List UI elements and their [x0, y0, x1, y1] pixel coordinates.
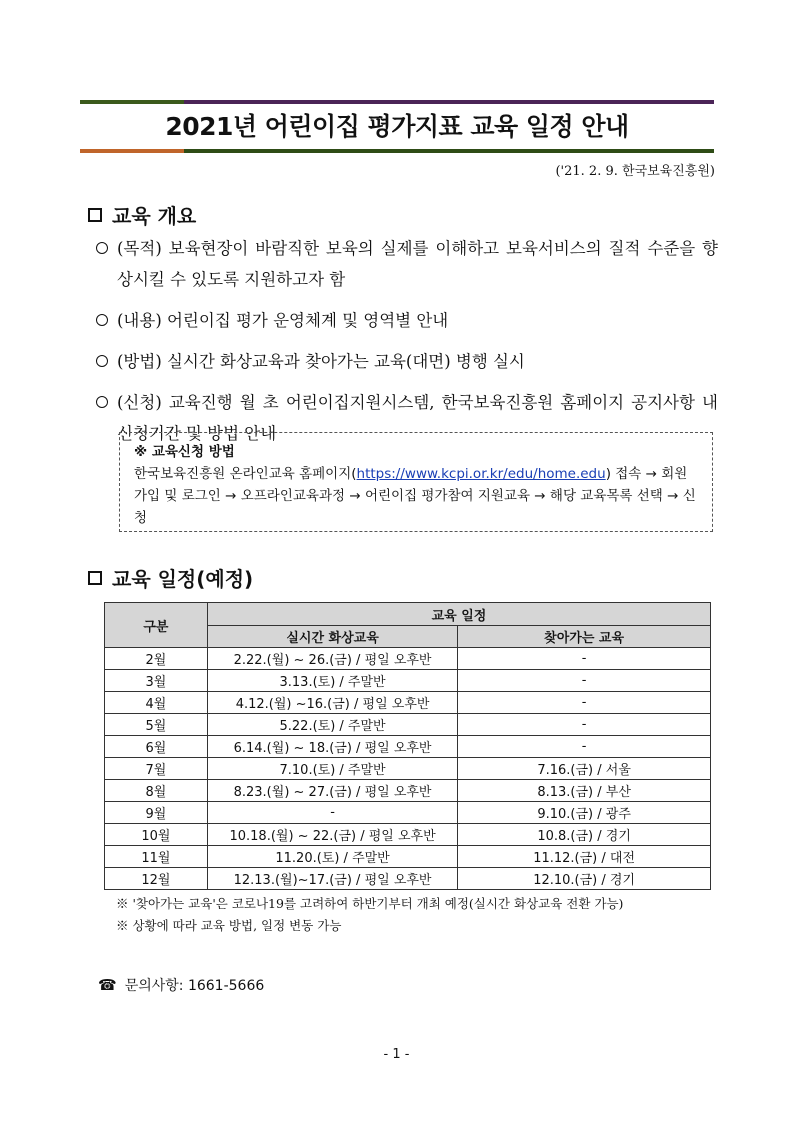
contact-info	[98, 975, 264, 995]
cell-live-education: 5.22.(토) / 주말반	[207, 714, 457, 736]
cell-visit-education: -	[458, 714, 711, 736]
header-schedule-group: 교육 일정	[207, 603, 710, 626]
title-rule-main	[184, 100, 714, 104]
contact-text: 문의사항: 1661-5666	[124, 978, 265, 994]
table-row	[105, 802, 711, 824]
table-row	[105, 736, 711, 758]
cell-live-education: 12.13.(월)~17.(금) / 평일 오후반	[207, 868, 457, 890]
cell-visit-education: -	[458, 736, 711, 758]
section-heading-text: 교육 일정(예정)	[112, 567, 254, 591]
list-item	[96, 346, 718, 377]
list-item-text: (목적) 보육현장이 바람직한 보육의 실제를 이해하고 보육서비스의 질적 수준을 향상시킬 수 있도록 지원하고자 함	[117, 239, 718, 289]
header-visit-education: 찾아가는 교육	[458, 626, 711, 648]
list-item-text: (신청) 교육진행 월 초 어린이집지원시스템, 한국보육진흥원 홈페이지 공지사항 내 신청기간 및 방법 안내	[117, 393, 718, 443]
table-row	[105, 692, 711, 714]
table-body	[105, 648, 711, 890]
cell-live-education: 6.14.(월) ~ 18.(금) / 평일 오후반	[207, 736, 457, 758]
cell-visit-education: 8.13.(금) / 부산	[458, 780, 711, 802]
table-row	[105, 714, 711, 736]
note-title: ※ 교육신청 방법	[134, 444, 235, 460]
cell-month: 4월	[105, 692, 208, 714]
cell-live-education: 4.12.(월) ~16.(금) / 평일 오후반	[207, 692, 457, 714]
list-item-text: (내용) 어린이집 평가 운영체계 및 영역별 안내	[117, 311, 449, 330]
title-rule-accent	[80, 100, 184, 104]
title-top-rule	[80, 100, 714, 104]
overview-list	[96, 233, 718, 459]
header-live-education: 실시간 화상교육	[207, 626, 457, 648]
cell-month: 10월	[105, 824, 208, 846]
cell-month: 12월	[105, 868, 208, 890]
cell-month: 11월	[105, 846, 208, 868]
cell-month: 7월	[105, 758, 208, 780]
table-header-row	[105, 603, 711, 626]
cell-visit-education: 11.12.(금) / 대전	[458, 846, 711, 868]
table-row	[105, 868, 711, 890]
section-heading-text: 교육 개요	[112, 204, 197, 228]
list-item	[96, 305, 718, 336]
cell-live-education: -	[207, 802, 457, 824]
cell-live-education: 11.20.(토) / 주말반	[207, 846, 457, 868]
note-text-suffix: ) 접속 → 회원가입 및 로그인 → 오프라인교육과정 → 어린이집 평가참여 지원교육 → 해당 교육목록 선택 → 신청	[134, 466, 696, 526]
title-rule-main	[184, 149, 714, 153]
table-row	[105, 824, 711, 846]
circle-bullet-icon	[96, 355, 108, 367]
cell-live-education: 8.23.(월) ~ 27.(금) / 평일 오후반	[207, 780, 457, 802]
note-body	[134, 463, 698, 529]
circle-bullet-icon	[96, 242, 108, 254]
list-item-text: (방법) 실시간 화상교육과 찾아가는 교육(대면) 병행 실시	[117, 352, 525, 371]
table-row	[105, 780, 711, 802]
circle-bullet-icon	[96, 314, 108, 326]
checkbox-square-icon	[88, 208, 102, 222]
cell-live-education: 7.10.(토) / 주말반	[207, 758, 457, 780]
cell-visit-education: 10.8.(금) / 경기	[458, 824, 711, 846]
phone-icon: ☎	[98, 976, 117, 994]
list-item	[96, 233, 718, 295]
cell-visit-education: 9.10.(금) / 광주	[458, 802, 711, 824]
page-number: - 1 -	[383, 1047, 410, 1062]
cell-visit-education: -	[458, 648, 711, 670]
cell-month: 2월	[105, 648, 208, 670]
schedule-table	[104, 602, 711, 890]
cell-visit-education: -	[458, 670, 711, 692]
table-footnotes	[116, 893, 623, 937]
note-text-prefix: 한국보육진흥원 온라인교육 홈페이지(	[134, 466, 357, 482]
circle-bullet-icon	[96, 396, 108, 408]
section-heading-overview	[88, 200, 196, 229]
table-row	[105, 648, 711, 670]
checkbox-square-icon	[88, 571, 102, 585]
cell-live-education: 10.18.(월) ~ 22.(금) / 평일 오후반	[207, 824, 457, 846]
cell-visit-education: 12.10.(금) / 경기	[458, 868, 711, 890]
cell-month: 6월	[105, 736, 208, 758]
cell-live-education: 3.13.(토) / 주말반	[207, 670, 457, 692]
cell-month: 9월	[105, 802, 208, 824]
cell-month: 5월	[105, 714, 208, 736]
section-heading-schedule	[88, 563, 253, 592]
footnote: ※ '찾아가는 교육'은 코로나19를 고려하여 하반기부터 개최 예정(실시간 화상교육 전환 가능)	[116, 896, 624, 911]
cell-month: 3월	[105, 670, 208, 692]
title-rule-accent	[80, 149, 184, 153]
cell-visit-education: 7.16.(금) / 서울	[458, 758, 711, 780]
table-row	[105, 670, 711, 692]
cell-live-education: 2.22.(월) ~ 26.(금) / 평일 오후반	[207, 648, 457, 670]
cell-month: 8월	[105, 780, 208, 802]
document-source: ('21. 2. 9. 한국보육진흥원)	[555, 164, 715, 179]
table-row	[105, 758, 711, 780]
cell-visit-education: -	[458, 692, 711, 714]
header-category: 구분	[105, 603, 208, 648]
application-note-box	[119, 432, 713, 532]
page-title: 2021년 어린이집 평가지표 교육 일정 안내	[165, 112, 629, 141]
edu-homepage-link[interactable]: https://www.kcpi.or.kr/edu/home.edu	[356, 466, 606, 482]
title-bottom-rule	[80, 149, 714, 153]
footnote: ※ 상황에 따라 교육 방법, 일정 변동 가능	[116, 918, 342, 933]
table-row	[105, 846, 711, 868]
